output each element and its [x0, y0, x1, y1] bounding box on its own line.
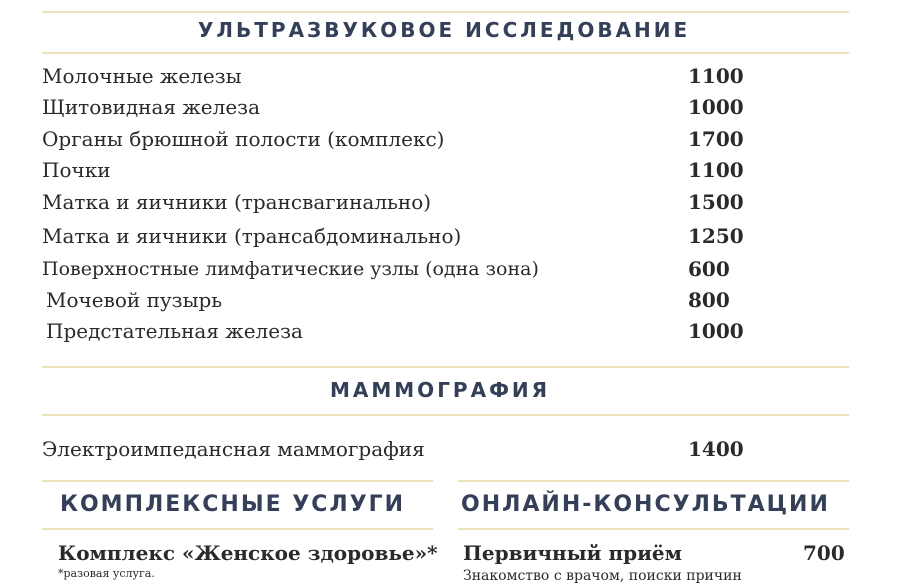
- complex-item-note: *разовая услуга.: [58, 567, 155, 580]
- complex-services-heading: КОМПЛЕКСНЫЕ УСЛУГИ: [60, 492, 406, 517]
- service-name: Матка и яичники (трансвагинально): [42, 190, 432, 214]
- price-row: [0, 316, 904, 346]
- top-divider: [42, 11, 849, 13]
- price-row: [0, 434, 904, 464]
- service-name: Щитовидная железа: [42, 95, 260, 119]
- online-consultations-heading: ОНЛАЙН-КОНСУЛЬТАЦИИ: [461, 492, 830, 517]
- service-name: Органы брюшной полости (комплекс): [42, 127, 445, 151]
- service-name: Почки: [42, 158, 111, 182]
- service-price: 800: [688, 288, 730, 312]
- service-name: Поверхностные лимфатические узлы (одна зона): [42, 258, 539, 280]
- service-price: 1000: [688, 319, 744, 343]
- lower-divider-right: [458, 480, 849, 482]
- online-item-price: 700: [803, 541, 845, 565]
- service-price: 600: [688, 257, 730, 281]
- price-row: [0, 221, 904, 251]
- price-row: [0, 187, 904, 217]
- price-row: [0, 285, 904, 315]
- service-price: 1700: [688, 127, 744, 151]
- online-item-name: Первичный приём: [463, 541, 683, 565]
- mammography-bottom-divider: [42, 414, 849, 416]
- service-price: 1000: [688, 95, 744, 119]
- service-name: Мочевой пузырь: [46, 288, 223, 312]
- lower-divider-left: [42, 480, 433, 482]
- service-name: Молочные железы: [42, 64, 242, 88]
- service-price: 1100: [688, 64, 744, 88]
- price-row: [0, 254, 904, 284]
- service-price: 1250: [688, 224, 744, 248]
- ultrasound-heading: УЛЬТРАЗВУКОВОЕ ИССЛЕДОВАНИЕ: [198, 18, 691, 42]
- service-name: Электроимпедансная маммография: [42, 437, 425, 461]
- price-row: [0, 155, 904, 185]
- online-item-description: Знакомство с врачом, поиски причин: [463, 568, 742, 584]
- service-price: 1500: [688, 190, 744, 214]
- service-price: 1400: [688, 437, 744, 461]
- online-heading-divider: [458, 528, 849, 530]
- ultrasound-heading-divider: [42, 52, 849, 54]
- service-price: 1100: [688, 158, 744, 182]
- price-row: [0, 61, 904, 91]
- mammography-heading: МАММОГРАФИЯ: [330, 378, 551, 402]
- price-row: [0, 92, 904, 122]
- price-row: [0, 124, 904, 154]
- mammography-top-divider: [42, 366, 849, 368]
- complex-heading-divider: [42, 528, 433, 530]
- service-name: Матка и яичники (трансабдоминально): [42, 224, 462, 248]
- complex-item-name: Комплекс «Женское здоровье»*: [58, 541, 438, 565]
- service-name: Предстательная железа: [46, 319, 303, 343]
